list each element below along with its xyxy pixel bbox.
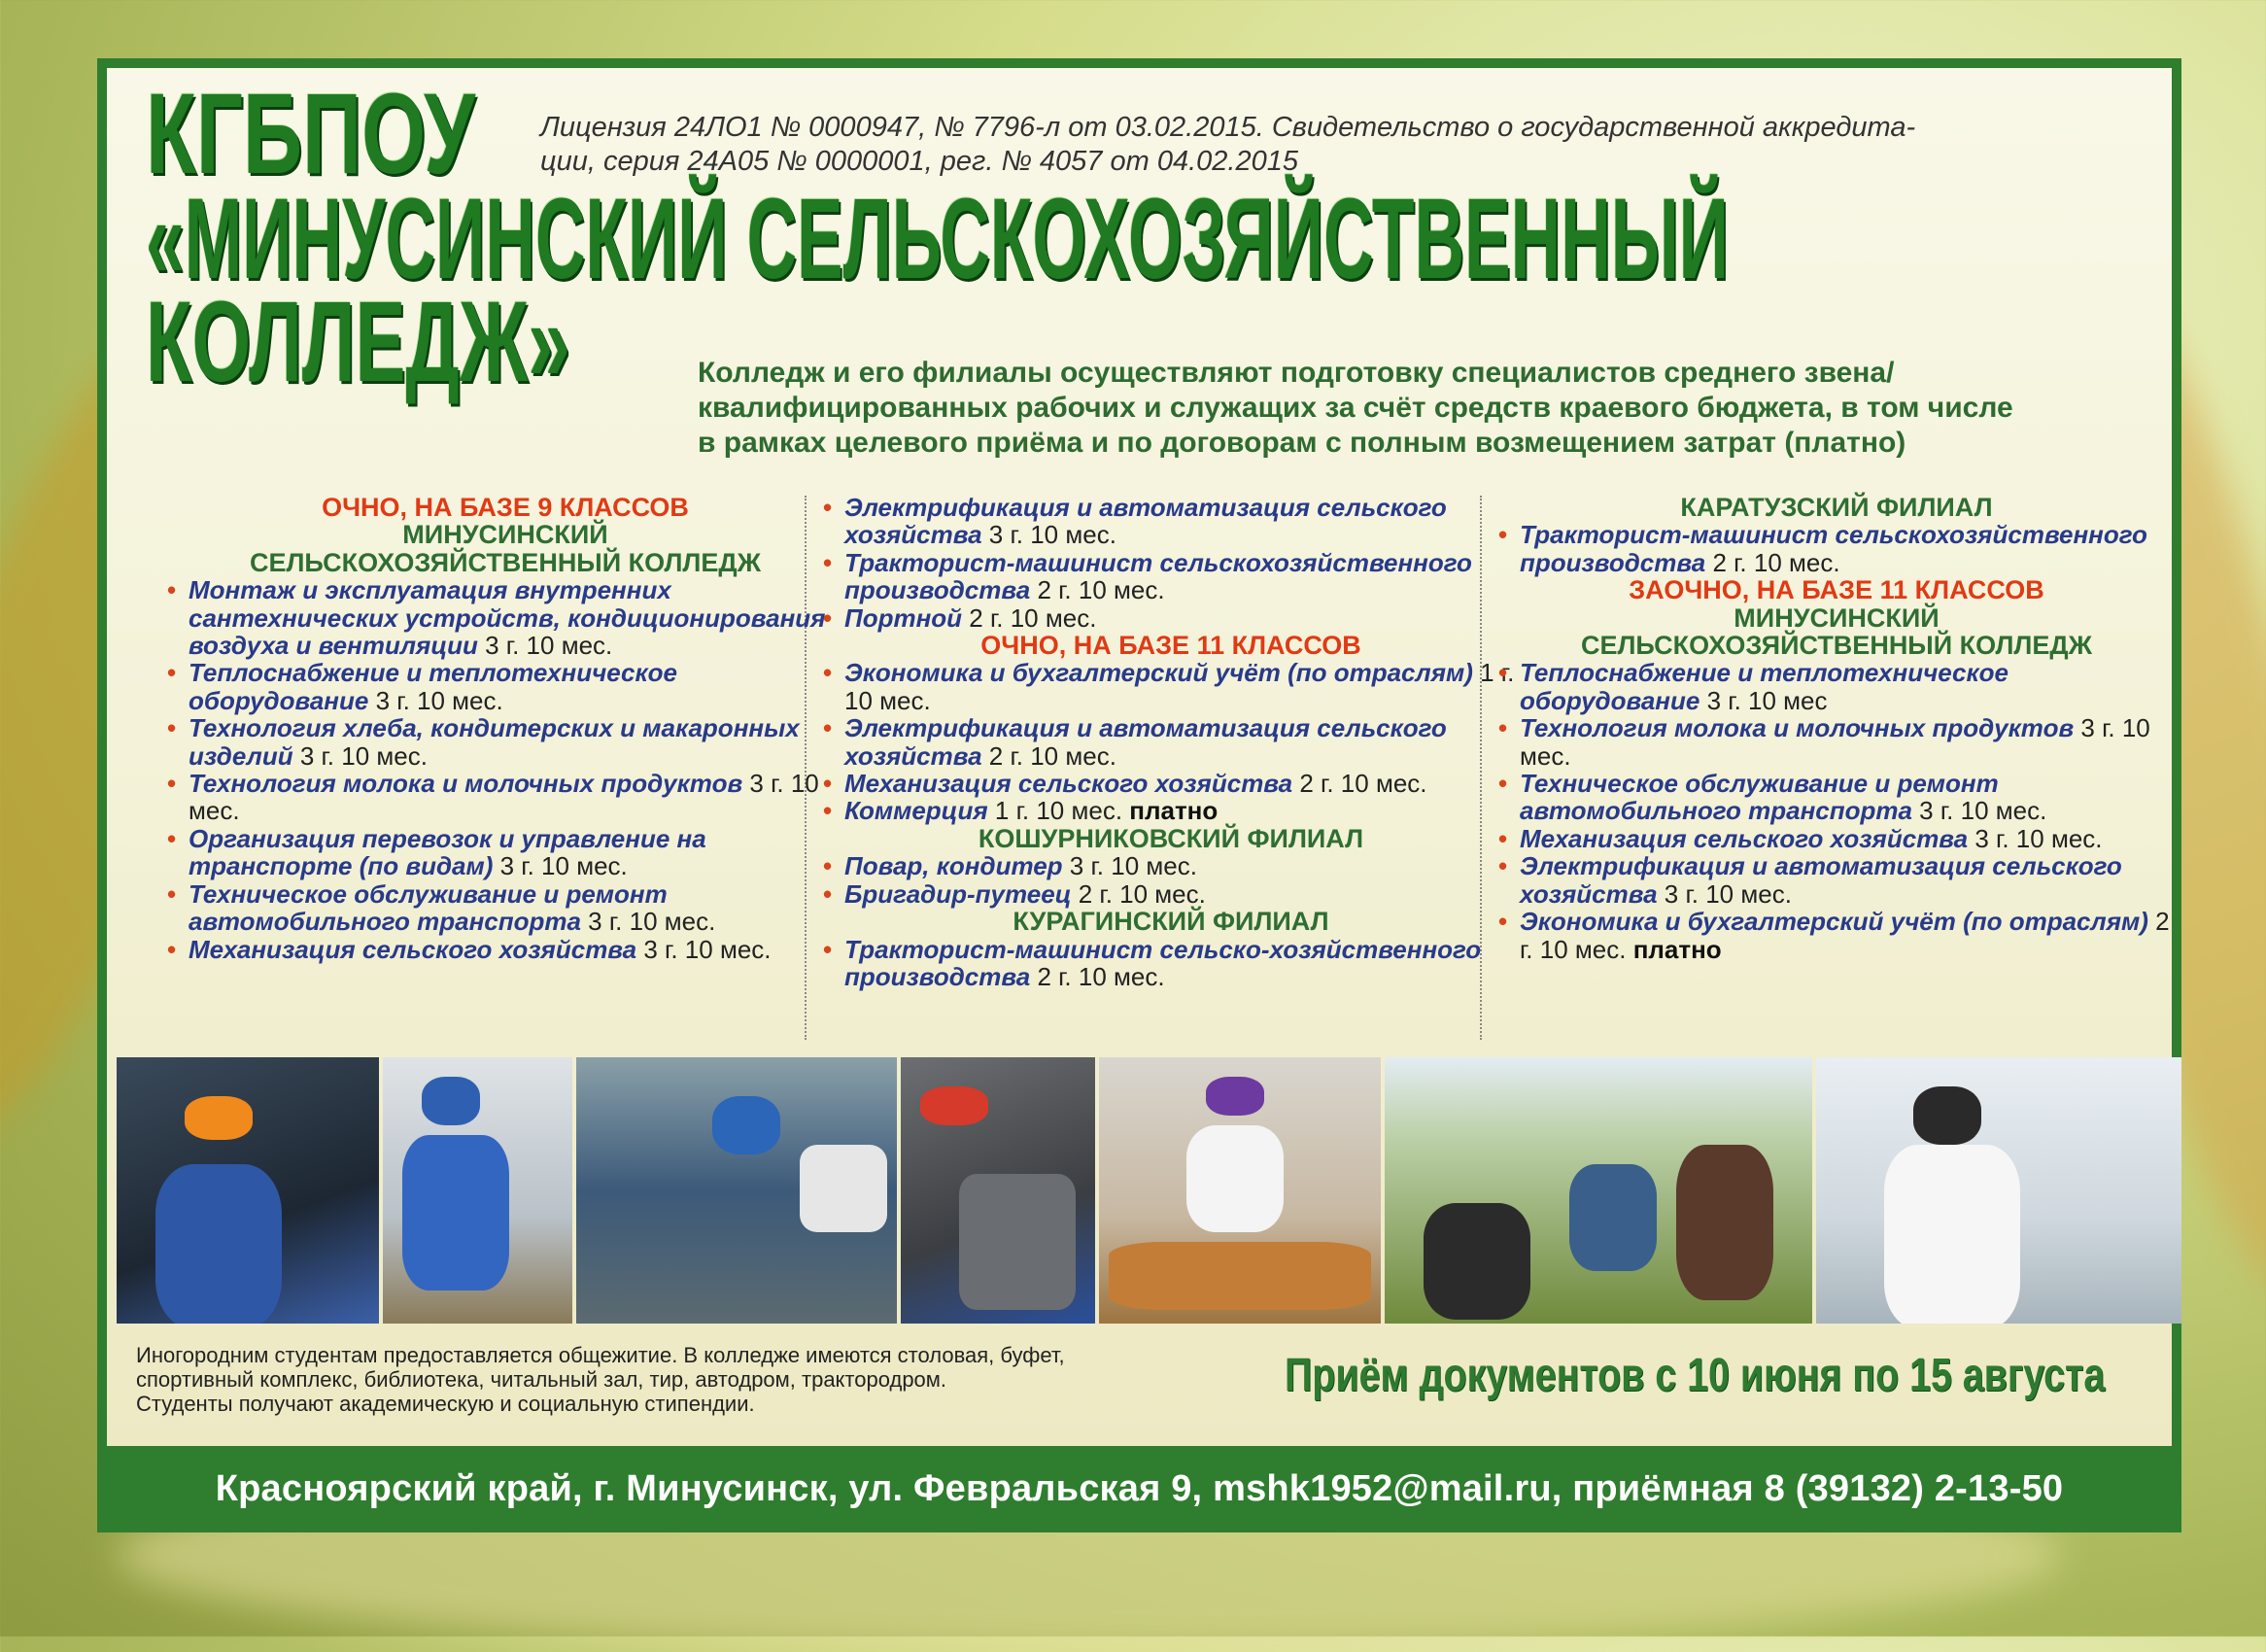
program-item <box>1496 825 2177 852</box>
program-list <box>821 659 1521 824</box>
program-item <box>821 549 1521 604</box>
license-info: Лицензия 24ЛО1 № 0000947, № 7796-л от 03.02.2015. Свидетельство о государственной аккредита- ции, серия 24А05 № 0000001, рег. № 4057 от 04.02.2015 <box>540 112 1916 177</box>
program-name: Технология хлеба, кондитерских и макаронных изделий <box>189 713 800 771</box>
program-name: Экономика и бухгалтерский учёт (по отраслям) <box>1520 907 2148 937</box>
program-duration: 3 г. 10 мес. <box>1062 851 1197 881</box>
program-duration: 3 г. 10 мес. <box>1657 878 1792 909</box>
program-duration: 3 г. 10 мес. <box>1520 713 2150 771</box>
program-item <box>821 770 1521 797</box>
branch-heading: КОШУРНИКОВСКИЙ ФИЛИАЛ <box>978 823 1364 853</box>
program-item <box>821 797 1521 824</box>
section-heading: ОЧНО, НА БАЗЕ 11 КЛАССОВ <box>980 631 1361 661</box>
program-item <box>821 604 1521 632</box>
program-name: Теплоснабжение и теплотехническое оборудование <box>189 658 677 715</box>
photo-student-baker <box>1099 1057 1381 1324</box>
section-subheading: СЕЛЬСКОХОЗЯЙСТВЕННЫЙ КОЛЛЕДЖ <box>249 547 761 577</box>
program-duration: 3 г. 10 мес. <box>368 685 503 715</box>
program-duration: 2 г. 10 мес. <box>962 602 1097 633</box>
program-item <box>821 494 1521 549</box>
program-duration: 3 г. 10 мес <box>1700 685 1828 715</box>
intro-text: Колледж и его филиалы осуществляют подготовку специалистов среднего звена/ квалифицированных рабочих и служащих за счёт средств краевого бюджета, в том числе в рамках целевого приёма и по договорам с полным возмещением затрат (платно) <box>698 357 2013 459</box>
program-item <box>821 659 1521 714</box>
program-name: Коммерция <box>844 796 988 826</box>
program-list <box>1496 521 2177 576</box>
photo-student-engine <box>117 1057 379 1324</box>
photo-field-study <box>1385 1057 1812 1324</box>
programs-column-2 <box>821 494 1521 990</box>
program-item <box>165 576 845 659</box>
program-item <box>1496 908 2177 963</box>
program-list <box>1496 659 2177 962</box>
program-item <box>821 880 1521 908</box>
section-heading: ОЧНО, НА БАЗЕ 9 КЛАССОВ <box>322 493 689 522</box>
program-list <box>165 576 845 963</box>
program-duration: 3 г. 10 мес. <box>1968 823 2103 853</box>
program-list <box>821 936 1521 991</box>
poster-content <box>107 68 2172 1446</box>
program-duration: 2 г. 10 мес. <box>981 740 1116 771</box>
title-abbreviation: КГБПОУ <box>146 70 475 198</box>
program-item <box>821 714 1521 770</box>
photo-student-mechanic <box>901 1057 1095 1324</box>
program-name: Портной <box>844 602 963 633</box>
program-duration: 3 г. 10 мес. <box>292 740 428 771</box>
program-name: Тракторист-машинист сельскохозяйственного производства <box>844 547 1472 605</box>
program-name: Теплоснабжение и теплотехническое оборудование <box>1520 658 2008 715</box>
program-name: Электрификация и автоматизация сельского хозяйства <box>1520 851 2122 909</box>
program-duration: 1 г. 10 мес. <box>844 658 1515 715</box>
section-subheading: МИНУСИНСКИЙ <box>1734 602 1940 633</box>
programs-column-1 <box>165 494 845 963</box>
poster-panel <box>97 58 2181 1532</box>
title-college-name: «МИНУСИНСКИЙ СЕЛЬСКОХОЗЯЙСТВЕННЫЙ <box>146 175 1729 303</box>
program-duration: 2 г. 10 мес. <box>1705 547 1840 577</box>
program-name: Тракторист-машинист сельскохозяйственного производства <box>1520 520 2147 577</box>
program-name: Техническое обслуживание и ремонт автомобильного транспорта <box>189 878 668 937</box>
title-college-word: КОЛЛЕДЖ» <box>146 278 570 406</box>
program-item <box>1496 521 2177 576</box>
program-item <box>165 880 845 936</box>
program-item <box>1496 770 2177 825</box>
program-item <box>1496 714 2177 770</box>
program-name: Механизация сельского хозяйства <box>189 934 637 964</box>
program-name: Технология молока и молочных продуктов <box>1520 713 2075 743</box>
program-name: Электрификация и автоматизация сельского хозяйства <box>844 713 1447 771</box>
program-name: Организация перевозок и управление на транспорте (по видам) <box>189 823 706 881</box>
program-item <box>165 936 845 963</box>
program-item <box>165 825 845 880</box>
program-duration: 2 г. 10 мес. <box>1520 907 2170 964</box>
section-subheading: СЕЛЬСКОХОЗЯЙСТВЕННЫЙ КОЛЛЕДЖ <box>1580 631 2092 661</box>
photo-strip <box>117 1057 2181 1324</box>
program-item <box>165 714 845 770</box>
program-name: Техническое обслуживание и ремонт автомобильного транспорта <box>1520 769 1999 826</box>
photo-lab <box>1816 1057 2181 1324</box>
program-duration: 2 г. 10 мес. <box>1030 575 1165 605</box>
program-name: Механизация сельского хозяйства <box>1520 823 1969 853</box>
program-duration: 3 г. 10 мес. <box>981 520 1116 550</box>
program-duration: 3 г. 10 мес. <box>1911 796 2047 826</box>
program-name: Экономика и бухгалтерский учёт (по отраслям) <box>844 658 1473 688</box>
paid-badge: платно <box>1632 934 1722 964</box>
program-duration: 3 г. 10 мес. <box>580 907 716 937</box>
branch-heading: КУРАГИНСКИЙ ФИЛИАЛ <box>1013 907 1329 937</box>
admission-dates: Приём документов с 10 июня по 15 августа <box>1285 1350 2106 1401</box>
program-name: Монтаж и эксплуатация внутренних сантехнических устройств, кондиционирования воздуха и вентиляции <box>189 575 826 661</box>
program-list <box>821 852 1521 908</box>
photo-student-electrics <box>383 1057 572 1324</box>
program-item <box>821 852 1521 879</box>
program-duration: 3 г. 10 мес. <box>493 851 628 881</box>
program-list <box>821 494 1521 632</box>
programs-column-3 <box>1496 494 2177 963</box>
program-item <box>165 659 845 714</box>
photo-student-sewing <box>576 1057 897 1324</box>
program-duration: 3 г. 10 мес. <box>636 934 772 964</box>
program-name: Бригадир-путеец <box>844 878 1072 909</box>
program-name: Повар, кондитер <box>844 851 1063 881</box>
program-duration: 3 г. 10 мес. <box>189 769 819 826</box>
section-heading: ЗАОЧНО, НА БАЗЕ 11 КЛАССОВ <box>1629 575 2044 605</box>
student-facilities-note: Иногородним студентам предоставляется общежитие. В колледже имеются столовая, буфет, спортивный комплекс, библиотека, читальный зал, тир, автодром, трактородром. Студенты получают академическую и социальную стипендии. <box>136 1343 1065 1416</box>
program-name: Технология молока и молочных продуктов <box>189 769 743 799</box>
program-name: Тракторист-машинист сельско-хозяйственного производства <box>844 934 1482 991</box>
branch-heading: КАРАТУЗСКИЙ ФИЛИАЛ <box>1680 493 1993 522</box>
program-item <box>1496 659 2177 714</box>
paid-badge: платно <box>1129 796 1219 826</box>
section-subheading: МИНУСИНСКИЙ <box>402 520 608 550</box>
program-item <box>1496 852 2177 908</box>
program-item <box>165 770 845 825</box>
program-duration: 3 г. 10 мес. <box>477 631 613 661</box>
program-item <box>821 936 1521 991</box>
program-duration: 2 г. 10 мес. <box>1030 961 1165 991</box>
program-duration: 1 г. 10 мес. <box>987 796 1130 826</box>
program-duration: 2 г. 10 мес. <box>1071 878 1206 909</box>
program-duration: 2 г. 10 мес. <box>1292 769 1427 799</box>
program-name: Механизация сельского хозяйства <box>844 769 1293 799</box>
program-name: Электрификация и автоматизация сельского хозяйства <box>844 493 1447 550</box>
contact-footer: Красноярский край, г. Минусинск, ул. Февральская 9, mshk1952@mail.ru, приёмная 8 (39132) 2-13-50 <box>97 1446 2181 1532</box>
